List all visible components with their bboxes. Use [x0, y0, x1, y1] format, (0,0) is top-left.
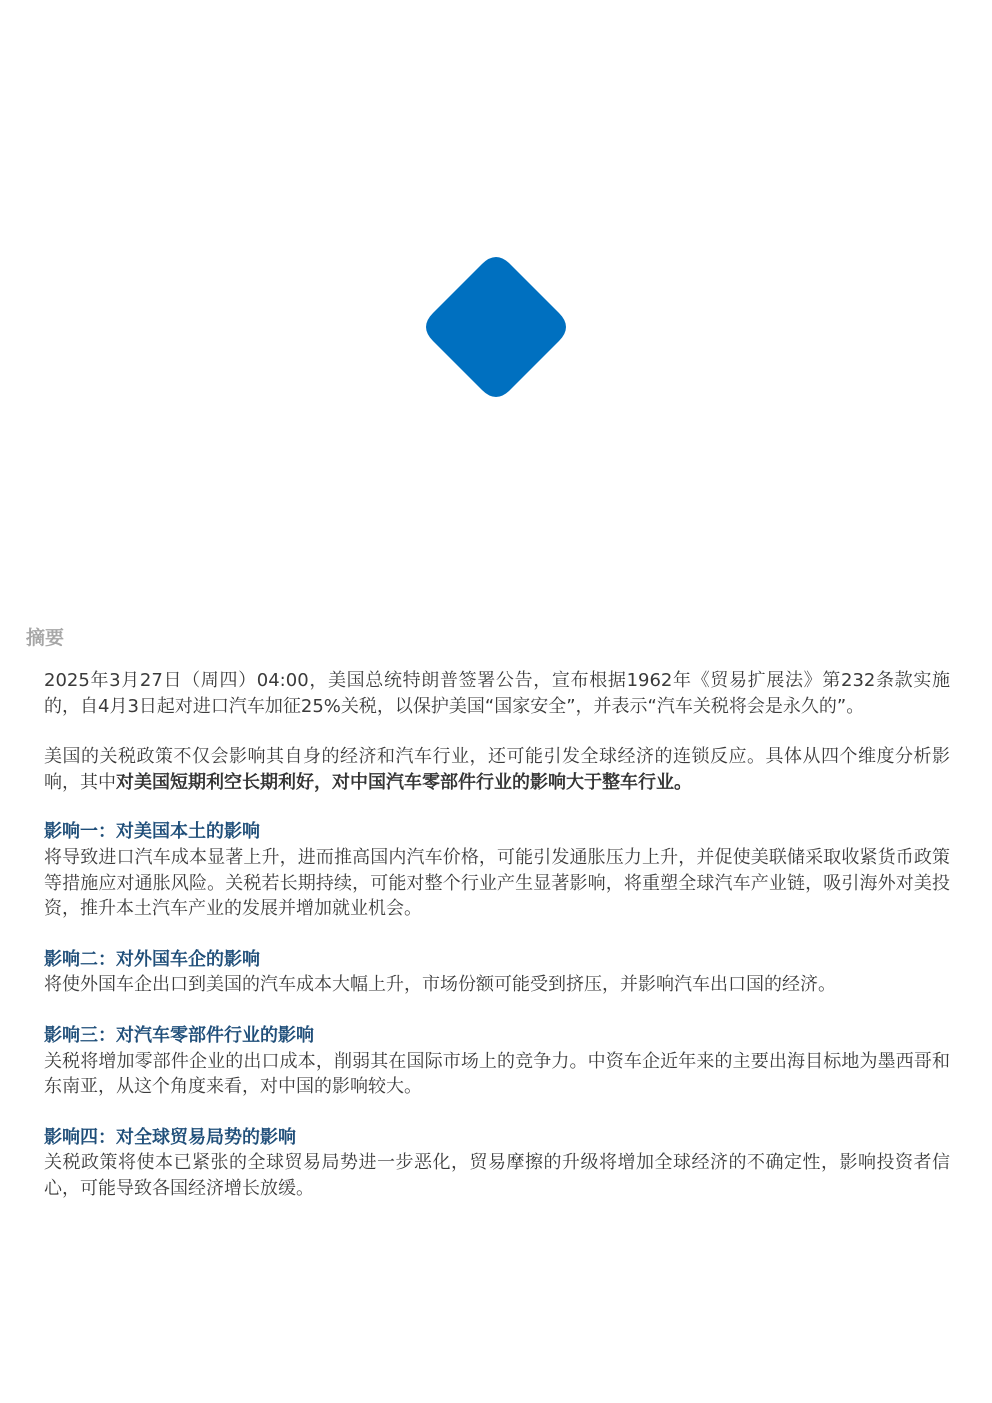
overview-paragraph	[44, 744, 950, 795]
impact-title-3: 影响三：对汽车零部件行业的影响	[44, 1024, 314, 1046]
impact-title-4: 影响四：对全球贸易局势的影响	[44, 1126, 296, 1148]
impact-section-1	[44, 819, 950, 921]
impact-title-2: 影响二：对外国车企的影响	[44, 948, 260, 970]
impact-section-4	[44, 1125, 950, 1202]
intro-paragraph: 2025年3月27日（周四）04:00，美国总统特朗普签署公告，宣布根据1962年《贸易扩展法》第232条款实施的，自4月3日起对进口汽车加征25%关税，以保护美国“国家安全”，并表示“汽车关税将会是永久的”。	[44, 670, 950, 717]
impact-section-2	[44, 947, 950, 998]
diamond-logo-graphic	[425, 256, 567, 398]
diamond-logo-icon	[425, 256, 567, 398]
impact-body-1: 将导致进口汽车成本显著上升，进而推高国内汽车价格，可能引发通胀压力上升，并促使美联储采取收紧货币政策等措施应对通胀风险。关税若长期持续，可能对整个行业产生显著影响，将重塑全球汽车产业链，吸引海外对美投资，推升本土汽车产业的发展并增加就业机会。	[44, 846, 950, 920]
impact-body-2: 将使外国车企出口到美国的汽车成本大幅上升，市场份额可能受到挤压，并影响汽车出口国的经济。	[44, 974, 836, 996]
impact-body-4: 关税政策将使本已紧张的全球贸易局势进一步恶化，贸易摩擦的升级将增加全球经济的不确定性，影响投资者信心，可能导致各国经济增长放缓。	[44, 1152, 950, 1199]
overview-lead-text: 美国的关税政策不仅会影响其自身的经济和汽车行业，还可能引发全球经济的连锁反应。具体从四个维度分析影响，其中	[44, 746, 950, 793]
impact-title-1: 影响一：对美国本土的影响	[44, 821, 260, 843]
summary-heading: 摘要	[26, 627, 65, 649]
summary-content	[44, 668, 950, 1227]
impact-section-3	[44, 1023, 950, 1100]
diamond-shape	[426, 257, 566, 397]
impact-body-3: 关税将增加零部件企业的出口成本，削弱其在国际市场上的竞争力。中资车企近年来的主要出海目标地为墨西哥和东南亚，从这个角度来看，对中国的影响较大。	[44, 1050, 950, 1098]
overview-key-conclusion: 对美国短期利空长期利好，对中国汽车零部件行业的影响大于整车行业。	[116, 771, 692, 793]
